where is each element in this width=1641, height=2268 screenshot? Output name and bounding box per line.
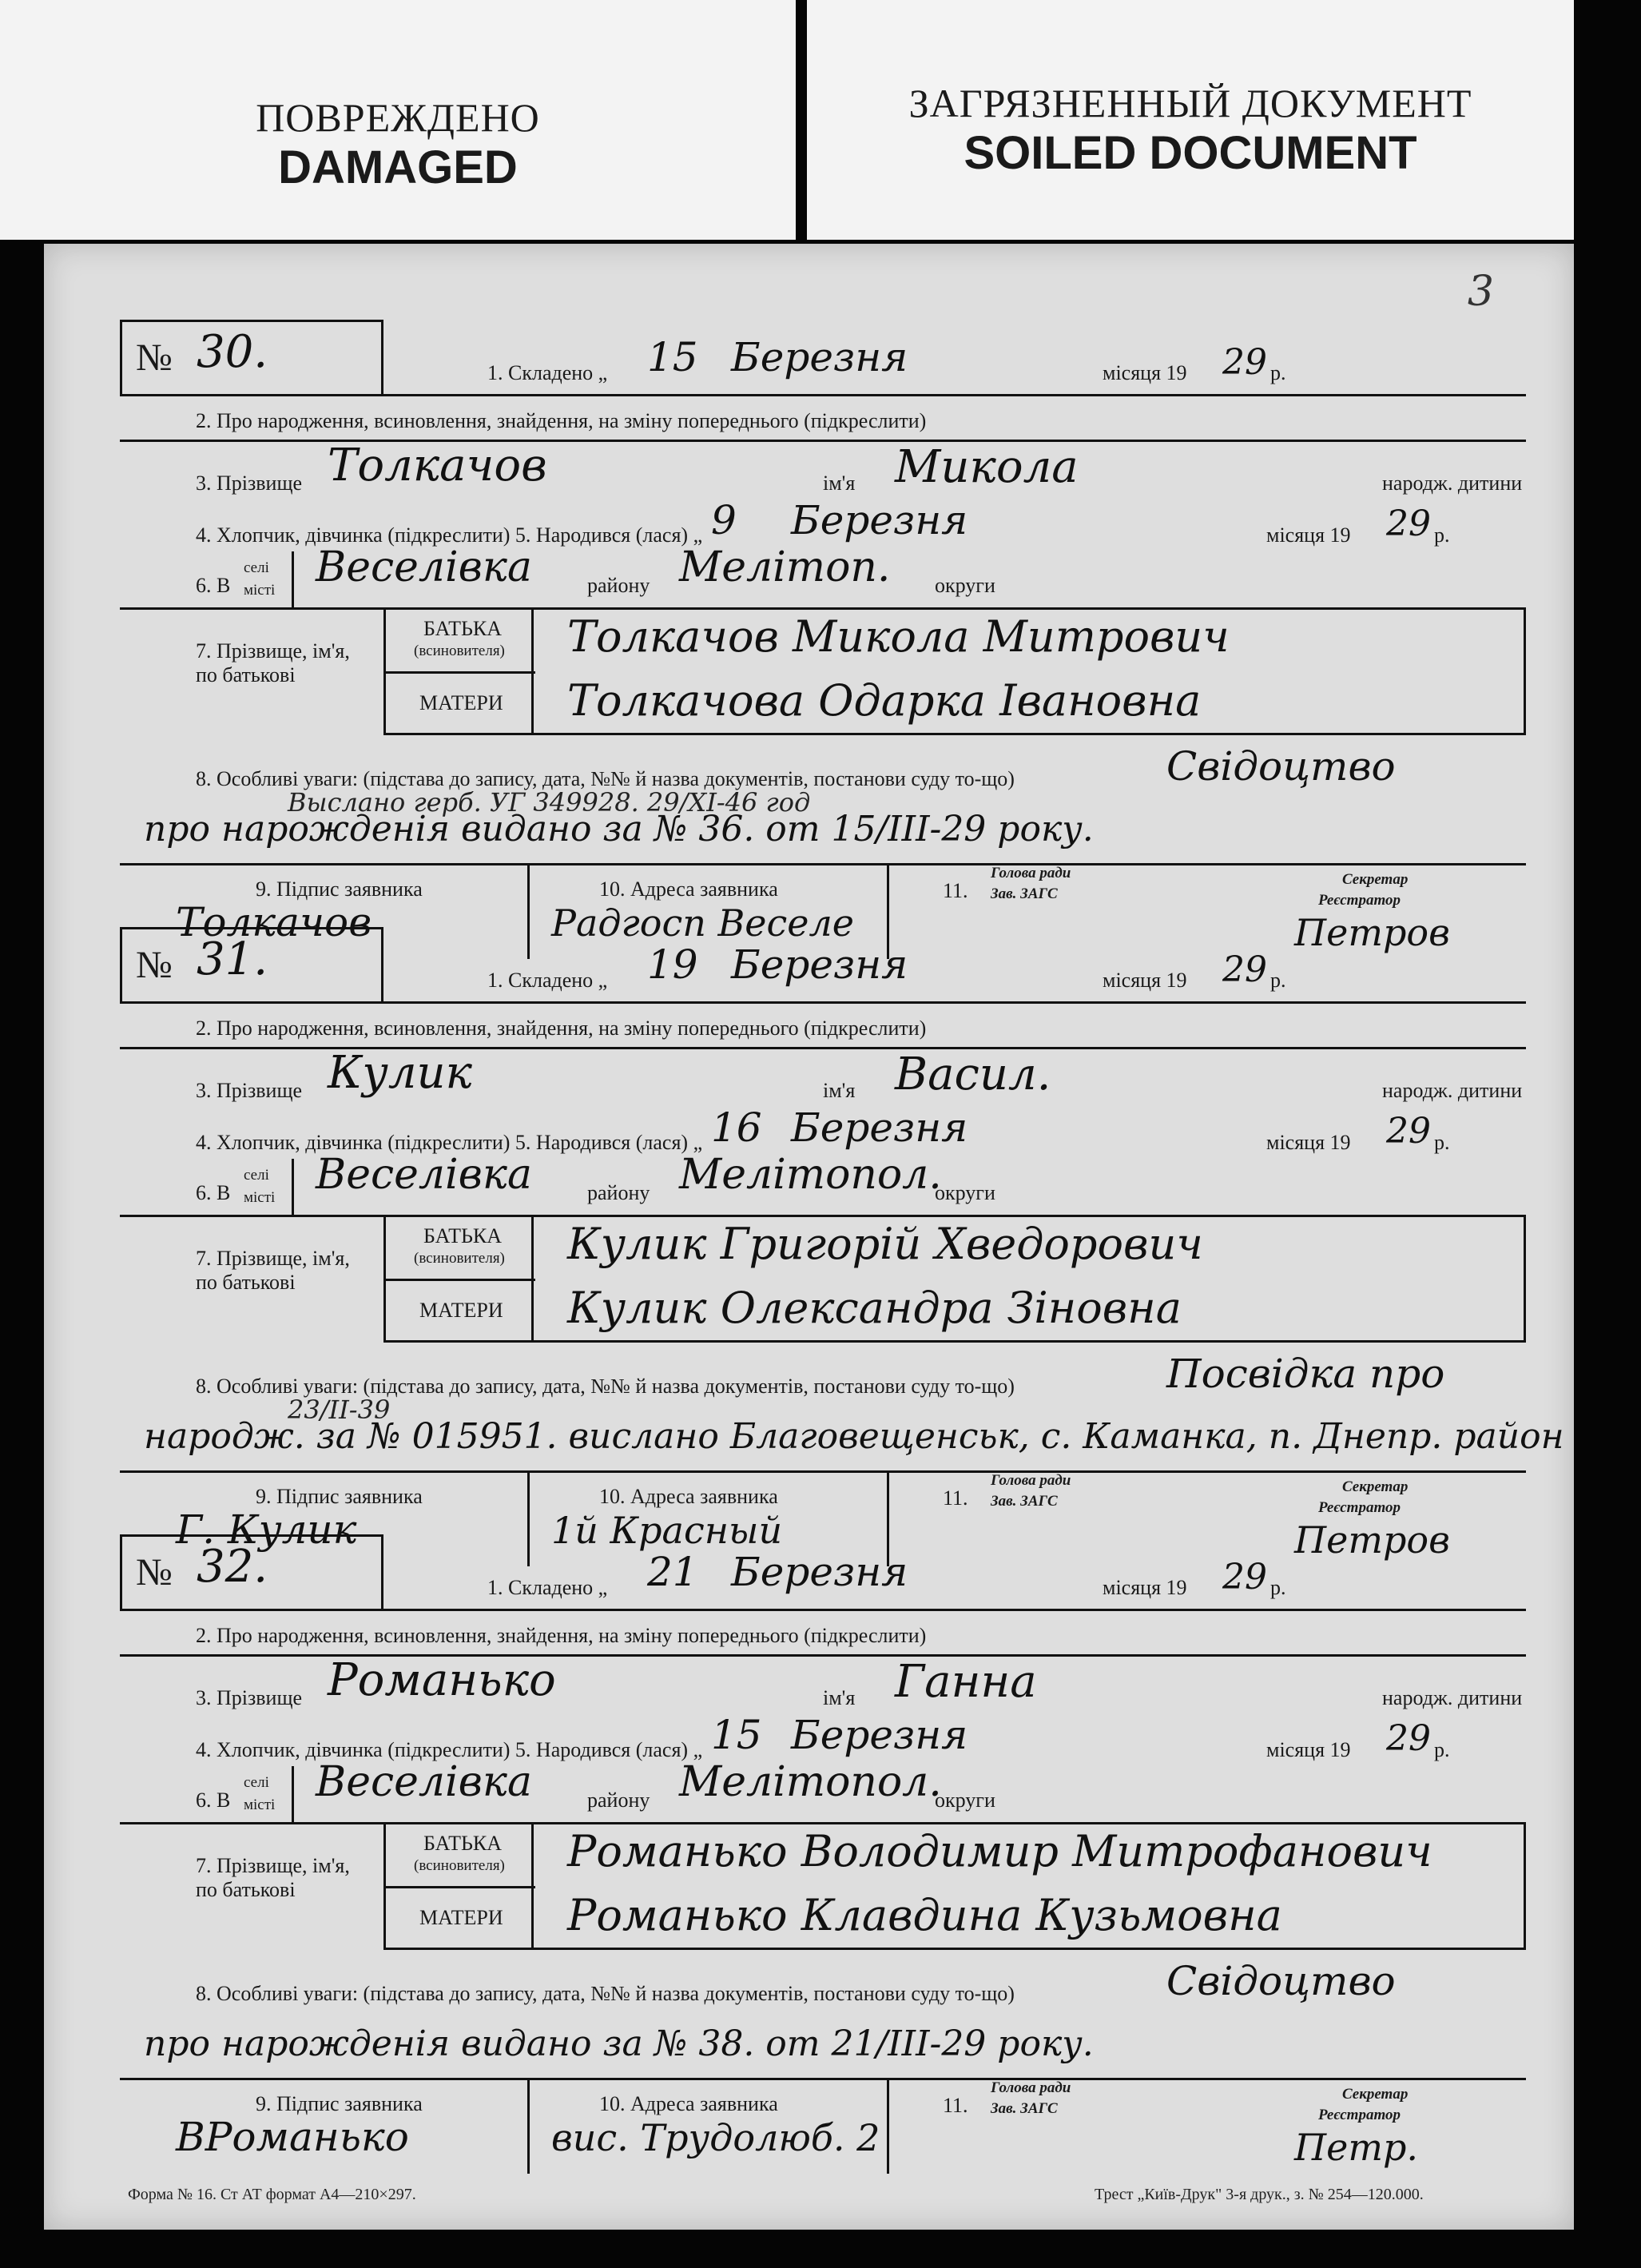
divider [292, 1159, 294, 1215]
name-value: Ганна [895, 1656, 1037, 1708]
notes-line-2: про нарожденія видано за № 38. от 21/III-29 року. [144, 2023, 1094, 2064]
birth-day: 16 [711, 1104, 762, 1151]
compiled-year: 29 [1222, 949, 1267, 990]
surname-value: Кулик [328, 1047, 472, 1099]
compiled-label: 1. Складено „ [487, 1576, 608, 1599]
signature-value: ВРоманько [176, 2114, 409, 2160]
sex-birth-label: 4. Хлопчик, дівчинка (підкреслити) 5. Народився (лася) „ [196, 1131, 703, 1154]
soiled-label-ru: ЗАГРЯЗНЕННЫЙ ДОКУМЕНТ [908, 81, 1472, 125]
father-value: Толкачов Микола Митрович [567, 611, 1230, 662]
parents-label: 7. Прізвище, ім'я, по батькові [196, 1854, 350, 1901]
surname-value: Романько [328, 1654, 556, 1706]
birth-month: Березня [791, 1712, 968, 1758]
month-label: місяця 19 [1103, 969, 1187, 992]
father-value: Кулик Григорій Хведорович [567, 1219, 1203, 1269]
head-number-label: 11. [943, 1486, 968, 1510]
zags-label: Зав. ЗАГС [991, 885, 1058, 902]
divider [383, 394, 1526, 396]
address-label: 10. Адреса заявника [599, 877, 778, 901]
head-label: Голова ради [991, 1472, 1071, 1489]
place-label: 6. В [196, 1181, 231, 1204]
address-label: 10. Адреса заявника [599, 2092, 778, 2115]
birth-month-label: місяця 19 [1266, 1131, 1351, 1154]
record-number-label: № [136, 944, 173, 986]
divider [383, 1609, 1526, 1611]
divider [292, 1766, 294, 1822]
notes-line-1: Свідоцтво [1166, 1958, 1396, 2004]
signature-label: 9. Підпис заявника [256, 1485, 423, 1508]
okruha-label: округи [935, 1789, 995, 1812]
name-label: ім'я [823, 1686, 856, 1709]
notes-line-1: Свідоцтво [1166, 743, 1396, 790]
form-footer-left: Форма № 16. Ст АТ формат А4—210×297. [128, 2186, 416, 2203]
record-number: 30. [197, 326, 268, 378]
town-label: місті [244, 1796, 276, 1813]
mother-value: Толкачова Одарка Івановна [567, 675, 1202, 726]
child-label: народж. дитини [1382, 1079, 1523, 1102]
father-value: Романько Володимир Митрофанович [567, 1826, 1432, 1876]
divider [527, 1470, 530, 1566]
divider [120, 863, 1526, 865]
divider [120, 1470, 1526, 1473]
child-label: народж. дитини [1382, 472, 1523, 495]
about-label: 2. Про народження, всиновлення, знайдення, на зміну попереднього (підкреслити) [196, 409, 927, 432]
notes-label: 8. Особливі уваги: (підстава до запису, дата, №№ й назва документів, постанови суду то-що) [196, 1982, 1015, 2005]
name-value: Микола [895, 441, 1079, 493]
sex-birth-label: 4. Хлопчик, дівчинка (підкреслити) 5. Народився (лася) „ [196, 1738, 703, 1761]
town-label: місті [244, 1189, 276, 1206]
notes-stamp: Выслано герб. УГ 349928. 29/XI-46 год [288, 787, 811, 818]
birth-year-end-label: р. [1434, 1131, 1450, 1154]
birth-year: 29 [1386, 1111, 1431, 1152]
soiled-label [807, 0, 1574, 240]
divider [383, 671, 535, 674]
head-label: Голова ради [991, 2079, 1071, 2096]
compiled-year: 29 [1222, 1557, 1267, 1598]
father-sub-label: (всиновителя) [414, 1250, 505, 1267]
secretary-label: Секретар [1342, 1478, 1409, 1495]
surname-label: 3. Прізвище [196, 472, 303, 495]
signature-label: 9. Підпис заявника [256, 2092, 423, 2115]
record-number-label: № [136, 336, 173, 379]
year-end-label: р. [1270, 361, 1286, 384]
parents-label: 7. Прізвище, ім'я, по батькові [196, 639, 350, 686]
father-sub-label: (всиновителя) [414, 1857, 505, 1874]
zags-label: Зав. ЗАГС [991, 2100, 1058, 2117]
birth-month-label: місяця 19 [1266, 523, 1351, 547]
official-signature: Петр. [1294, 2126, 1419, 2169]
village-label: селі [244, 1167, 269, 1184]
month-label: місяця 19 [1103, 1576, 1187, 1599]
birth-year-end-label: р. [1434, 523, 1450, 547]
registrar-label: Реєстратор [1318, 1499, 1401, 1516]
father-label: БАТЬКА [423, 1832, 503, 1855]
village-label: селі [244, 559, 269, 576]
record-number-label: № [136, 1551, 173, 1594]
year-end-label: р. [1270, 969, 1286, 992]
divider [887, 2078, 889, 2174]
page-number-mark: 3 [1467, 268, 1494, 316]
head-number-label: 11. [943, 2094, 968, 2117]
secretary-label: Секретар [1342, 2086, 1409, 2103]
compiled-day: 21 [647, 1549, 698, 1595]
divider [383, 1001, 1526, 1004]
father-sub-label: (всиновителя) [414, 643, 505, 659]
birth-year: 29 [1386, 1718, 1431, 1759]
signature-value: Толкачов [176, 899, 372, 945]
registrar-label: Реєстратор [1318, 892, 1401, 909]
address-value: Радгосп Веселе [551, 901, 855, 945]
town-label: місті [244, 582, 276, 599]
raion-label: району [587, 1789, 650, 1812]
birth-month-label: місяця 19 [1266, 1738, 1351, 1761]
zags-label: Зав. ЗАГС [991, 1493, 1058, 1510]
signature-value: Г. Кулик [176, 1506, 357, 1553]
divider [527, 863, 530, 959]
compiled-day: 15 [647, 334, 698, 380]
year-end-label: р. [1270, 1576, 1286, 1599]
divider [527, 2078, 530, 2174]
raion-label: району [587, 574, 650, 597]
official-signature: Петров [1294, 1518, 1450, 1562]
village-value: Веселівка [316, 1151, 532, 1199]
birth-day: 9 [711, 497, 737, 543]
surname-label: 3. Прізвище [196, 1079, 303, 1102]
birth-day: 15 [711, 1712, 762, 1758]
record-number: 32. [197, 1541, 268, 1593]
address-value: вис. Трудолюб. 2 [551, 2116, 880, 2159]
place-label: 6. В [196, 1789, 231, 1812]
surname-label: 3. Прізвище [196, 1686, 303, 1709]
birth-year-end-label: р. [1434, 1738, 1450, 1761]
name-label: ім'я [823, 472, 856, 495]
compiled-label: 1. Складено „ [487, 969, 608, 992]
mother-label: МАТЕРИ [419, 1299, 503, 1322]
mother-label: МАТЕРИ [419, 1906, 503, 1929]
damaged-label [0, 0, 796, 240]
raion-value: Мелітопол. [679, 1758, 942, 1806]
address-label: 10. Адреса заявника [599, 1485, 778, 1508]
form-footer-right: Трест „Київ-Друк" 3-я друк., з. № 254—120.000. [1095, 2186, 1424, 2203]
register-sheet [44, 244, 1574, 2230]
divider [383, 1279, 535, 1281]
place-label: 6. В [196, 574, 231, 597]
official-signature: Петров [1294, 911, 1450, 954]
birth-year: 29 [1386, 503, 1431, 544]
address-value: 1й Красный [551, 1509, 783, 1552]
head-label: Голова ради [991, 865, 1071, 881]
damaged-label-ru: ПОВРЕЖДЕНО [256, 95, 540, 140]
divider [383, 1886, 535, 1888]
compiled-day: 19 [647, 941, 698, 988]
divider [292, 551, 294, 607]
village-label: селі [244, 1774, 269, 1791]
raion-value: Мелітоп. [679, 543, 891, 591]
compiled-month: Березня [731, 1549, 908, 1595]
village-value: Веселівка [316, 543, 532, 591]
mother-value: Романько Клавдина Кузьмовна [567, 1890, 1282, 1940]
compiled-label: 1. Складено „ [487, 361, 608, 384]
secretary-label: Секретар [1342, 871, 1409, 888]
father-label: БАТЬКА [423, 617, 503, 640]
parents-label: 7. Прізвище, ім'я, по батькові [196, 1247, 350, 1294]
mother-label: МАТЕРИ [419, 691, 503, 714]
divider [120, 2078, 1526, 2080]
mother-value: Кулик Олександра Зіновна [567, 1283, 1182, 1333]
month-label: місяця 19 [1103, 361, 1187, 384]
notes-line-2: народж. за № 015951. вислано Благовещенськ, с. Каманка, п. Днепр. район [144, 1416, 1564, 1457]
notes-stamp: 23/II-39 [288, 1395, 391, 1425]
record-number: 31. [197, 933, 268, 985]
compiled-year: 29 [1222, 342, 1267, 383]
damaged-label-en: DAMAGED [278, 141, 518, 193]
okruha-label: округи [935, 1181, 995, 1204]
okruha-label: округи [935, 574, 995, 597]
village-value: Веселівка [316, 1758, 532, 1806]
raion-value: Мелітопол. [679, 1151, 942, 1199]
about-label: 2. Про народження, всиновлення, знайдення, на зміну попереднього (підкреслити) [196, 1017, 927, 1040]
registrar-label: Реєстратор [1318, 2107, 1401, 2123]
sex-birth-label: 4. Хлопчик, дівчинка (підкреслити) 5. Народився (лася) „ [196, 523, 703, 547]
compiled-month: Березня [731, 334, 908, 380]
soiled-label-en: SOILED DOCUMENT [964, 127, 1417, 179]
signature-label: 9. Підпис заявника [256, 877, 423, 901]
birth-month: Березня [791, 497, 968, 543]
name-label: ім'я [823, 1079, 856, 1102]
surname-value: Толкачов [328, 440, 547, 491]
about-label: 2. Про народження, всиновлення, знайдення, на зміну попереднього (підкреслити) [196, 1624, 927, 1647]
child-label: народж. дитини [1382, 1686, 1523, 1709]
father-label: БАТЬКА [423, 1224, 503, 1247]
name-value: Васил. [895, 1048, 1051, 1100]
head-number-label: 11. [943, 879, 968, 902]
notes-line-2: про нарожденія видано за № 36. от 15/III-29 року. [144, 809, 1094, 850]
birth-month: Березня [791, 1104, 968, 1151]
compiled-month: Березня [731, 941, 908, 988]
notes-line-1: Посвідка про [1166, 1351, 1445, 1397]
raion-label: району [587, 1181, 650, 1204]
notes-label: 8. Особливі уваги: (підстава до запису, дата, №№ й назва документів, постанови суду то-що) [196, 767, 1015, 790]
notes-label: 8. Особливі уваги: (підстава до запису, дата, №№ й назва документів, постанови суду то-що) [196, 1375, 1015, 1398]
